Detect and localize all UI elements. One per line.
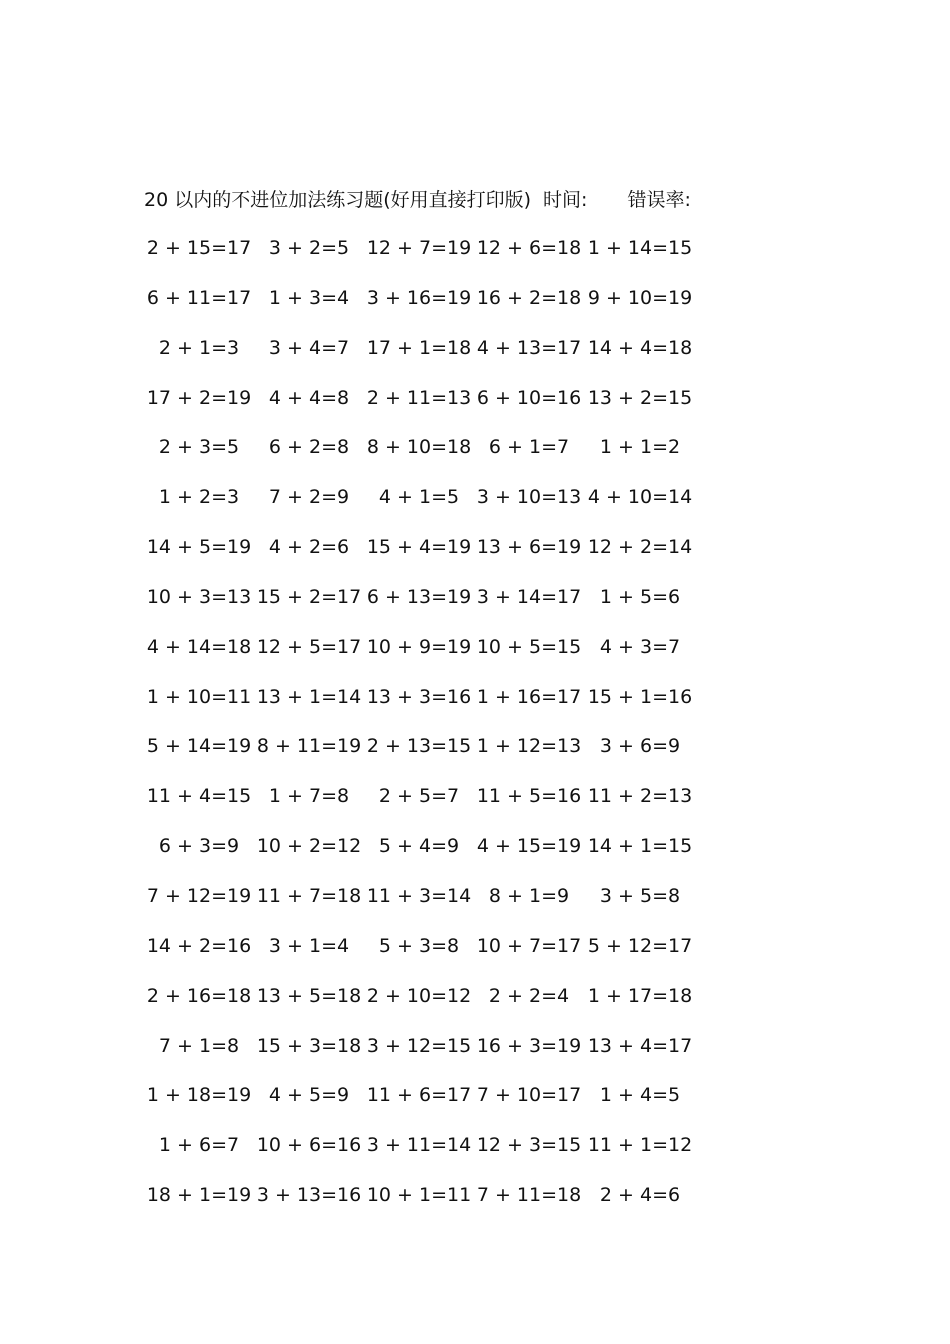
problem-item: 4 + 3=7 [599,635,681,658]
problem-item: 14 + 5=19 [146,536,252,559]
problem-row [145,583,705,633]
problem-item: 12 + 6=18 [476,237,582,259]
problem-item: 1 + 12=13 [476,735,582,758]
problem-row [145,384,705,434]
problem-item: 1 + 3=4 [268,286,350,309]
problem-item: 1 + 17=18 [587,984,693,1007]
problem-item: 15 + 4=19 [366,536,472,559]
problem-item: 4 + 10=14 [587,486,693,509]
problem-item: 7 + 1=8 [158,1034,240,1057]
problem-item: 6 + 13=19 [366,585,472,608]
worksheet-header [144,186,691,214]
problem-item: 11 + 6=17 [366,1084,472,1107]
problem-item: 5 + 4=9 [378,835,460,858]
problem-item: 2 + 3=5 [158,436,240,459]
problem-item: 13 + 1=14 [256,685,362,708]
problem-item: 2 + 16=18 [146,984,252,1007]
problem-item: 11 + 4=15 [146,785,252,808]
problem-item: 13 + 4=17 [587,1034,693,1057]
problem-item: 2 + 5=7 [378,785,460,808]
problem-row [145,433,705,483]
problem-item: 2 + 4=6 [599,1184,681,1207]
problem-grid [145,234,705,1231]
problem-item: 3 + 2=5 [268,237,350,259]
problem-item: 10 + 3=13 [146,585,252,608]
problem-item: 4 + 4=8 [268,386,350,409]
problem-item: 3 + 5=8 [599,884,681,907]
problem-item: 6 + 1=7 [488,436,570,459]
problem-item: 4 + 2=6 [268,536,350,559]
problem-item: 6 + 3=9 [158,835,240,858]
problem-item: 1 + 2=3 [158,486,240,509]
problem-item: 7 + 11=18 [476,1184,582,1207]
problem-item: 13 + 2=15 [587,386,693,409]
problem-item: 2 + 10=12 [366,984,472,1007]
problem-item: 1 + 14=15 [587,237,693,259]
problem-item: 5 + 14=19 [146,735,252,758]
problem-item: 8 + 1=9 [488,884,570,907]
problem-item: 10 + 2=12 [256,835,362,858]
problem-item: 3 + 16=19 [366,286,472,309]
problem-row [145,234,705,284]
problem-item: 3 + 6=9 [599,735,681,758]
problem-item: 1 + 1=2 [599,436,681,459]
problem-item: 11 + 7=18 [256,884,362,907]
problem-row [145,982,705,1032]
problem-item: 17 + 1=18 [366,336,472,359]
problem-item: 11 + 1=12 [587,1134,693,1157]
problem-row [145,1032,705,1082]
problem-item: 16 + 3=19 [476,1034,582,1057]
problem-item: 10 + 7=17 [476,934,582,957]
problem-item: 11 + 5=16 [476,785,582,808]
problem-item: 5 + 3=8 [378,934,460,957]
problem-item: 10 + 1=11 [366,1184,472,1207]
problem-item: 12 + 3=15 [476,1134,582,1157]
problem-row [145,483,705,533]
problem-item: 9 + 10=19 [587,286,693,309]
problem-item: 13 + 3=16 [366,685,472,708]
problem-item: 18 + 1=19 [146,1184,252,1207]
problem-item: 13 + 5=18 [256,984,362,1007]
problem-item: 16 + 2=18 [476,286,582,309]
problem-item: 10 + 9=19 [366,635,472,658]
problem-item: 1 + 6=7 [158,1134,240,1157]
problem-item: 2 + 13=15 [366,735,472,758]
problem-row [145,782,705,832]
problem-row [145,683,705,733]
problem-item: 4 + 13=17 [476,336,582,359]
problem-item: 11 + 3=14 [366,884,472,907]
problem-item: 11 + 2=13 [587,785,693,808]
problem-item: 3 + 13=16 [256,1184,362,1207]
problem-row [145,1131,705,1181]
problem-row [145,334,705,384]
problem-item: 4 + 5=9 [268,1084,350,1107]
problem-item: 3 + 4=7 [268,336,350,359]
problem-item: 4 + 15=19 [476,835,582,858]
problem-item: 12 + 5=17 [256,635,362,658]
problem-item: 4 + 1=5 [378,486,460,509]
problem-item: 1 + 16=17 [476,685,582,708]
problem-row [145,832,705,882]
time-label: 时间: [543,189,588,211]
problem-item: 6 + 10=16 [476,386,582,409]
problem-item: 2 + 2=4 [488,984,570,1007]
problem-item: 8 + 11=19 [256,735,362,758]
problem-row [145,932,705,982]
problem-item: 14 + 2=16 [146,934,252,957]
problem-item: 12 + 2=14 [587,536,693,559]
problem-item: 5 + 12=17 [587,934,693,957]
problem-item: 3 + 11=14 [366,1134,472,1157]
error-rate-label: 错误率: [627,189,691,211]
problem-row [145,633,705,683]
problem-row [145,533,705,583]
problem-item: 1 + 10=11 [146,685,252,708]
problem-item: 10 + 6=16 [256,1134,362,1157]
problem-item: 4 + 14=18 [146,635,252,658]
problem-item: 15 + 2=17 [256,585,362,608]
problem-item: 15 + 3=18 [256,1034,362,1057]
problem-item: 14 + 4=18 [587,336,693,359]
problem-row [145,1181,705,1231]
problem-item: 17 + 2=19 [146,386,252,409]
problem-item: 2 + 11=13 [366,386,472,409]
problem-item: 3 + 1=4 [268,934,350,957]
problem-item: 8 + 10=18 [366,436,472,459]
problem-item: 3 + 12=15 [366,1034,472,1057]
problem-item: 3 + 14=17 [476,585,582,608]
problem-item: 3 + 10=13 [476,486,582,509]
problem-row [145,1081,705,1131]
problem-item: 6 + 11=17 [146,286,252,309]
problem-item: 14 + 1=15 [587,835,693,858]
problem-item: 2 + 1=3 [158,336,240,359]
problem-item: 1 + 4=5 [599,1084,681,1107]
problem-item: 2 + 15=17 [146,237,252,259]
problem-item: 7 + 12=19 [146,884,252,907]
problem-item: 13 + 6=19 [476,536,582,559]
problem-item: 15 + 1=16 [587,685,693,708]
problem-item: 1 + 18=19 [146,1084,252,1107]
problem-item: 1 + 7=8 [268,785,350,808]
worksheet-title: 20 以内的不进位加法练习题(好用直接打印版) [144,189,532,211]
problem-row [145,882,705,932]
problem-item: 1 + 5=6 [599,585,681,608]
problem-row [145,732,705,782]
problem-item: 7 + 10=17 [476,1084,582,1107]
problem-item: 7 + 2=9 [268,486,350,509]
problem-item: 6 + 2=8 [268,436,350,459]
problem-item: 10 + 5=15 [476,635,582,658]
problem-item: 12 + 7=19 [366,237,472,259]
problem-row [145,284,705,334]
